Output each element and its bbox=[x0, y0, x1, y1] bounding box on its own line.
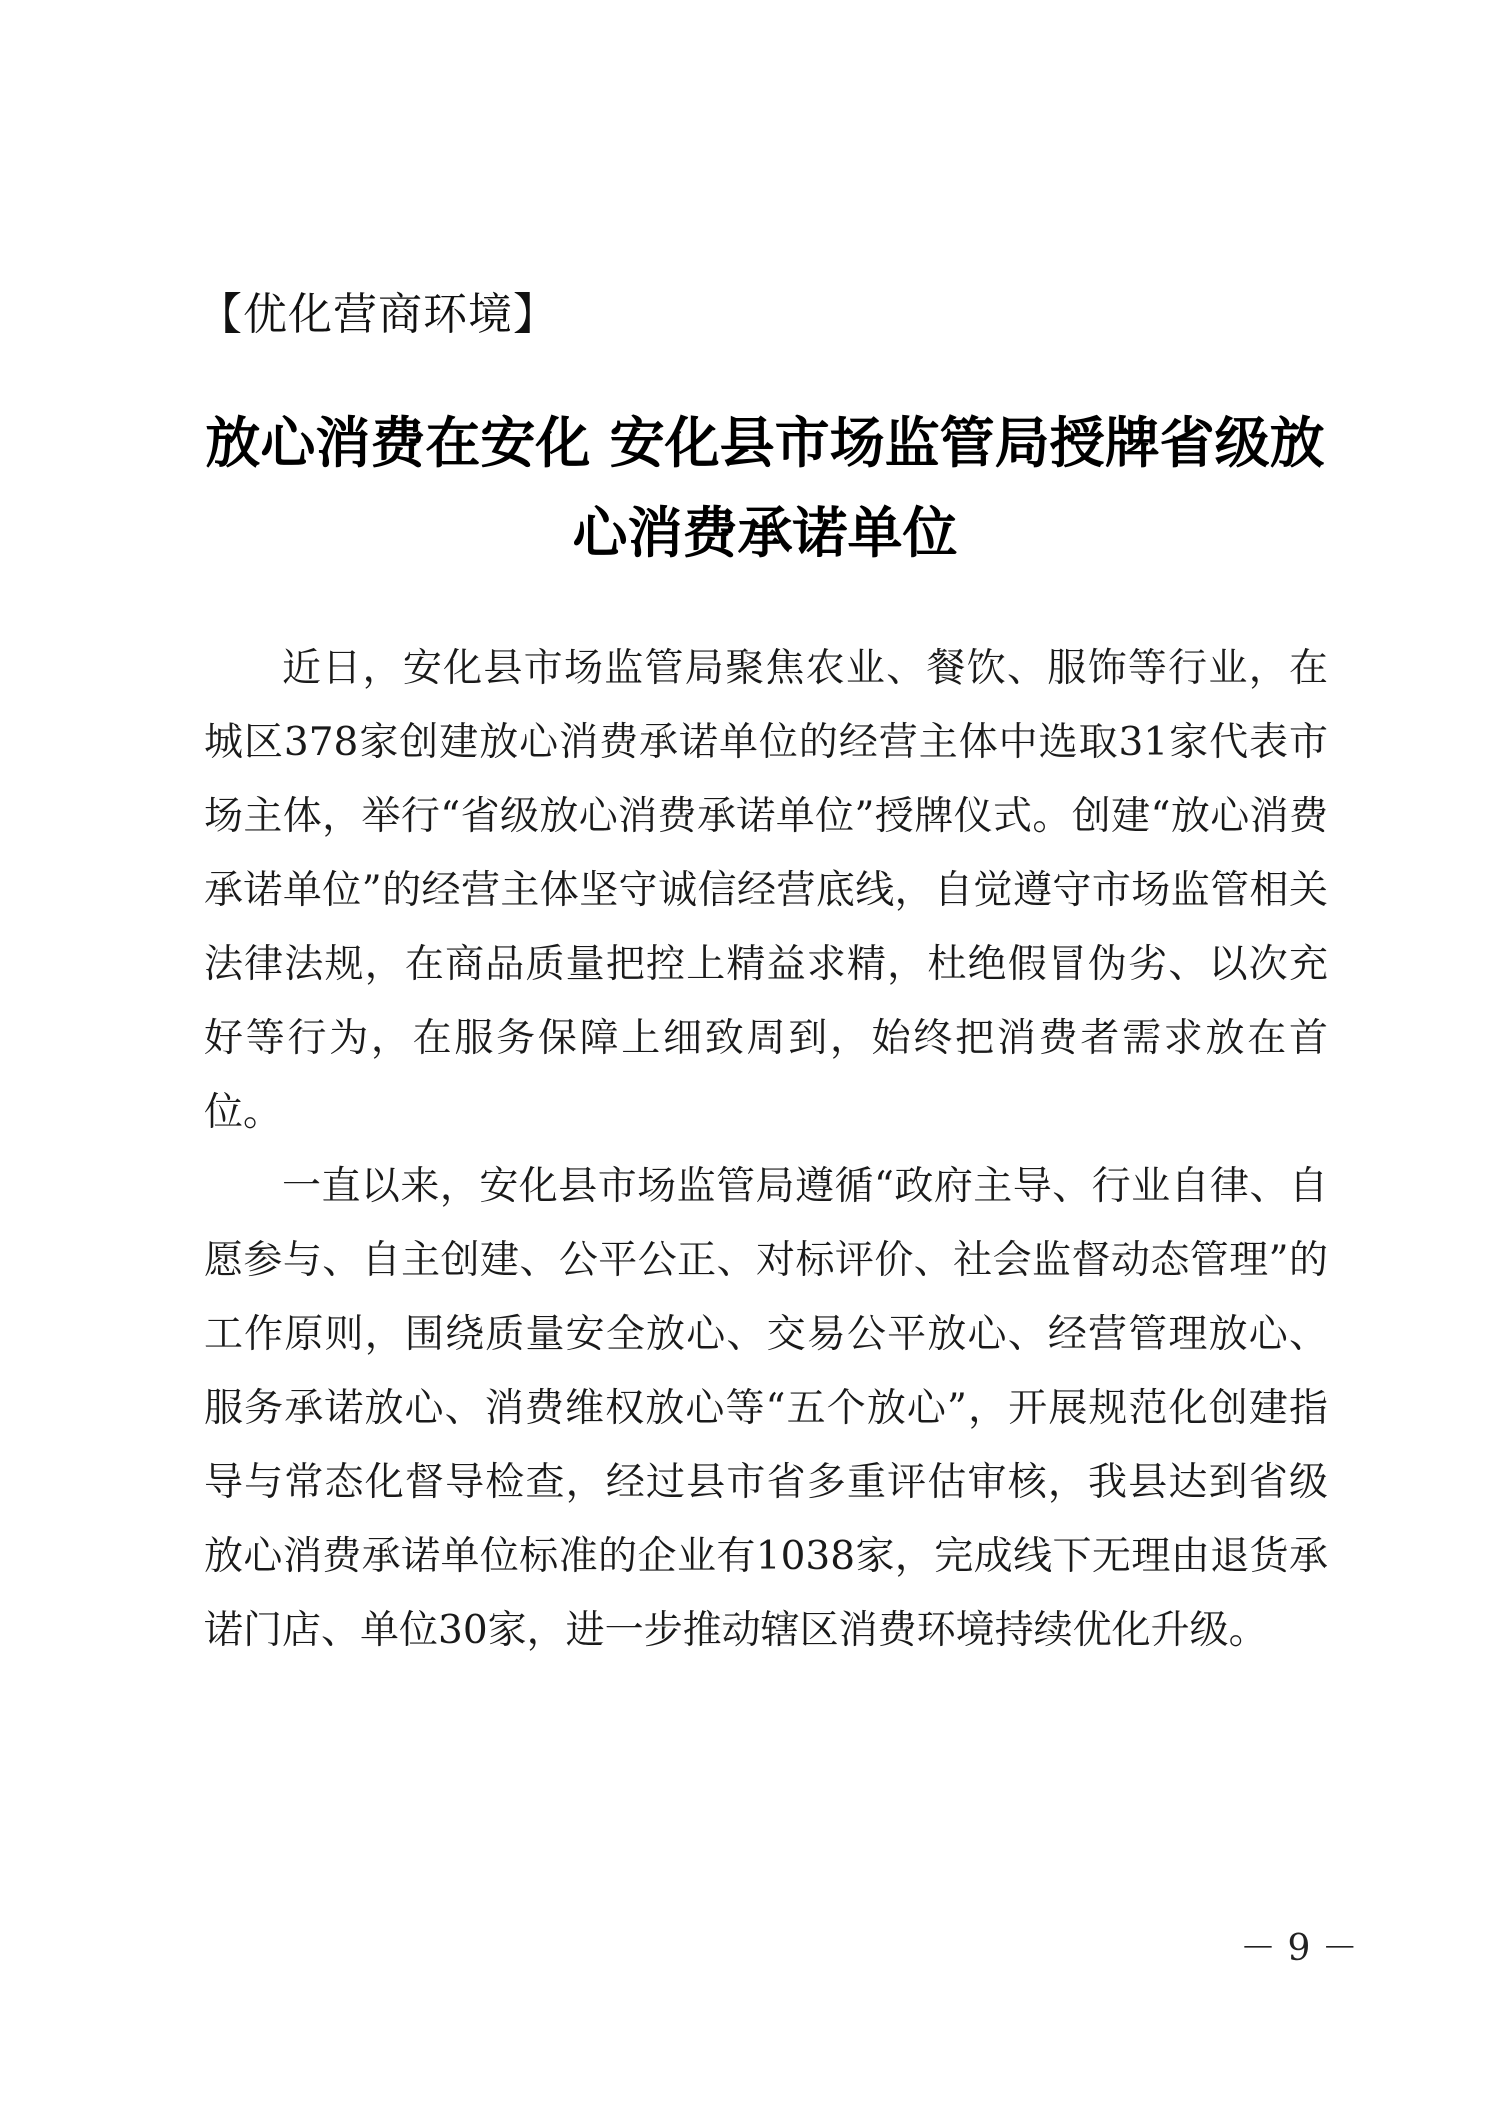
paragraph-1: 近日，安化县市场监管局聚焦农业、餐饮、服饰等行业，在城区378家创建放心消费承诺单位的经营主体中选取31家代表市场主体，举行“省级放心消费承诺单位”授牌仪式。创建“放心消费承诺单位”的经营主体坚守诚信经营底线，自觉遵守市场监管相关法律法规，在商品质量把控上精益求精，杜绝假冒伪劣、以次充好等行为，在服务保障上细致周到，始终把消费者需求放在首位。 bbox=[204, 646, 1328, 1135]
paragraph-2: 一直以来，安化县市场监管局遵循“政府主导、行业自律、自愿参与、自主创建、公平公正、对标评价、社会监督动态管理”的工作原则，围绕质量安全放心、交易公平放心、经营管理放心、服务承诺放心、消费维权放心等“五个放心”，开展规范化创建指导与常态化督导检查，经过县市省多重评估审核，我县达到省级放心消费承诺单位标准的企业有1038家，完成线下无理由退货承诺门店、单位30家，进一步推动辖区消费环境持续优化升级。 bbox=[204, 1164, 1328, 1653]
article-title bbox=[190, 398, 1340, 578]
section-tag: 【优化营商环境】 bbox=[198, 289, 558, 340]
title-line-1: 放心消费在安化 安化县市场监管局授牌省级放 bbox=[205, 410, 1325, 475]
title-line-2: 心消费承诺单位 bbox=[572, 500, 958, 565]
article-body bbox=[204, 632, 1328, 1668]
page-number: － 9 － bbox=[1240, 1928, 1358, 1969]
